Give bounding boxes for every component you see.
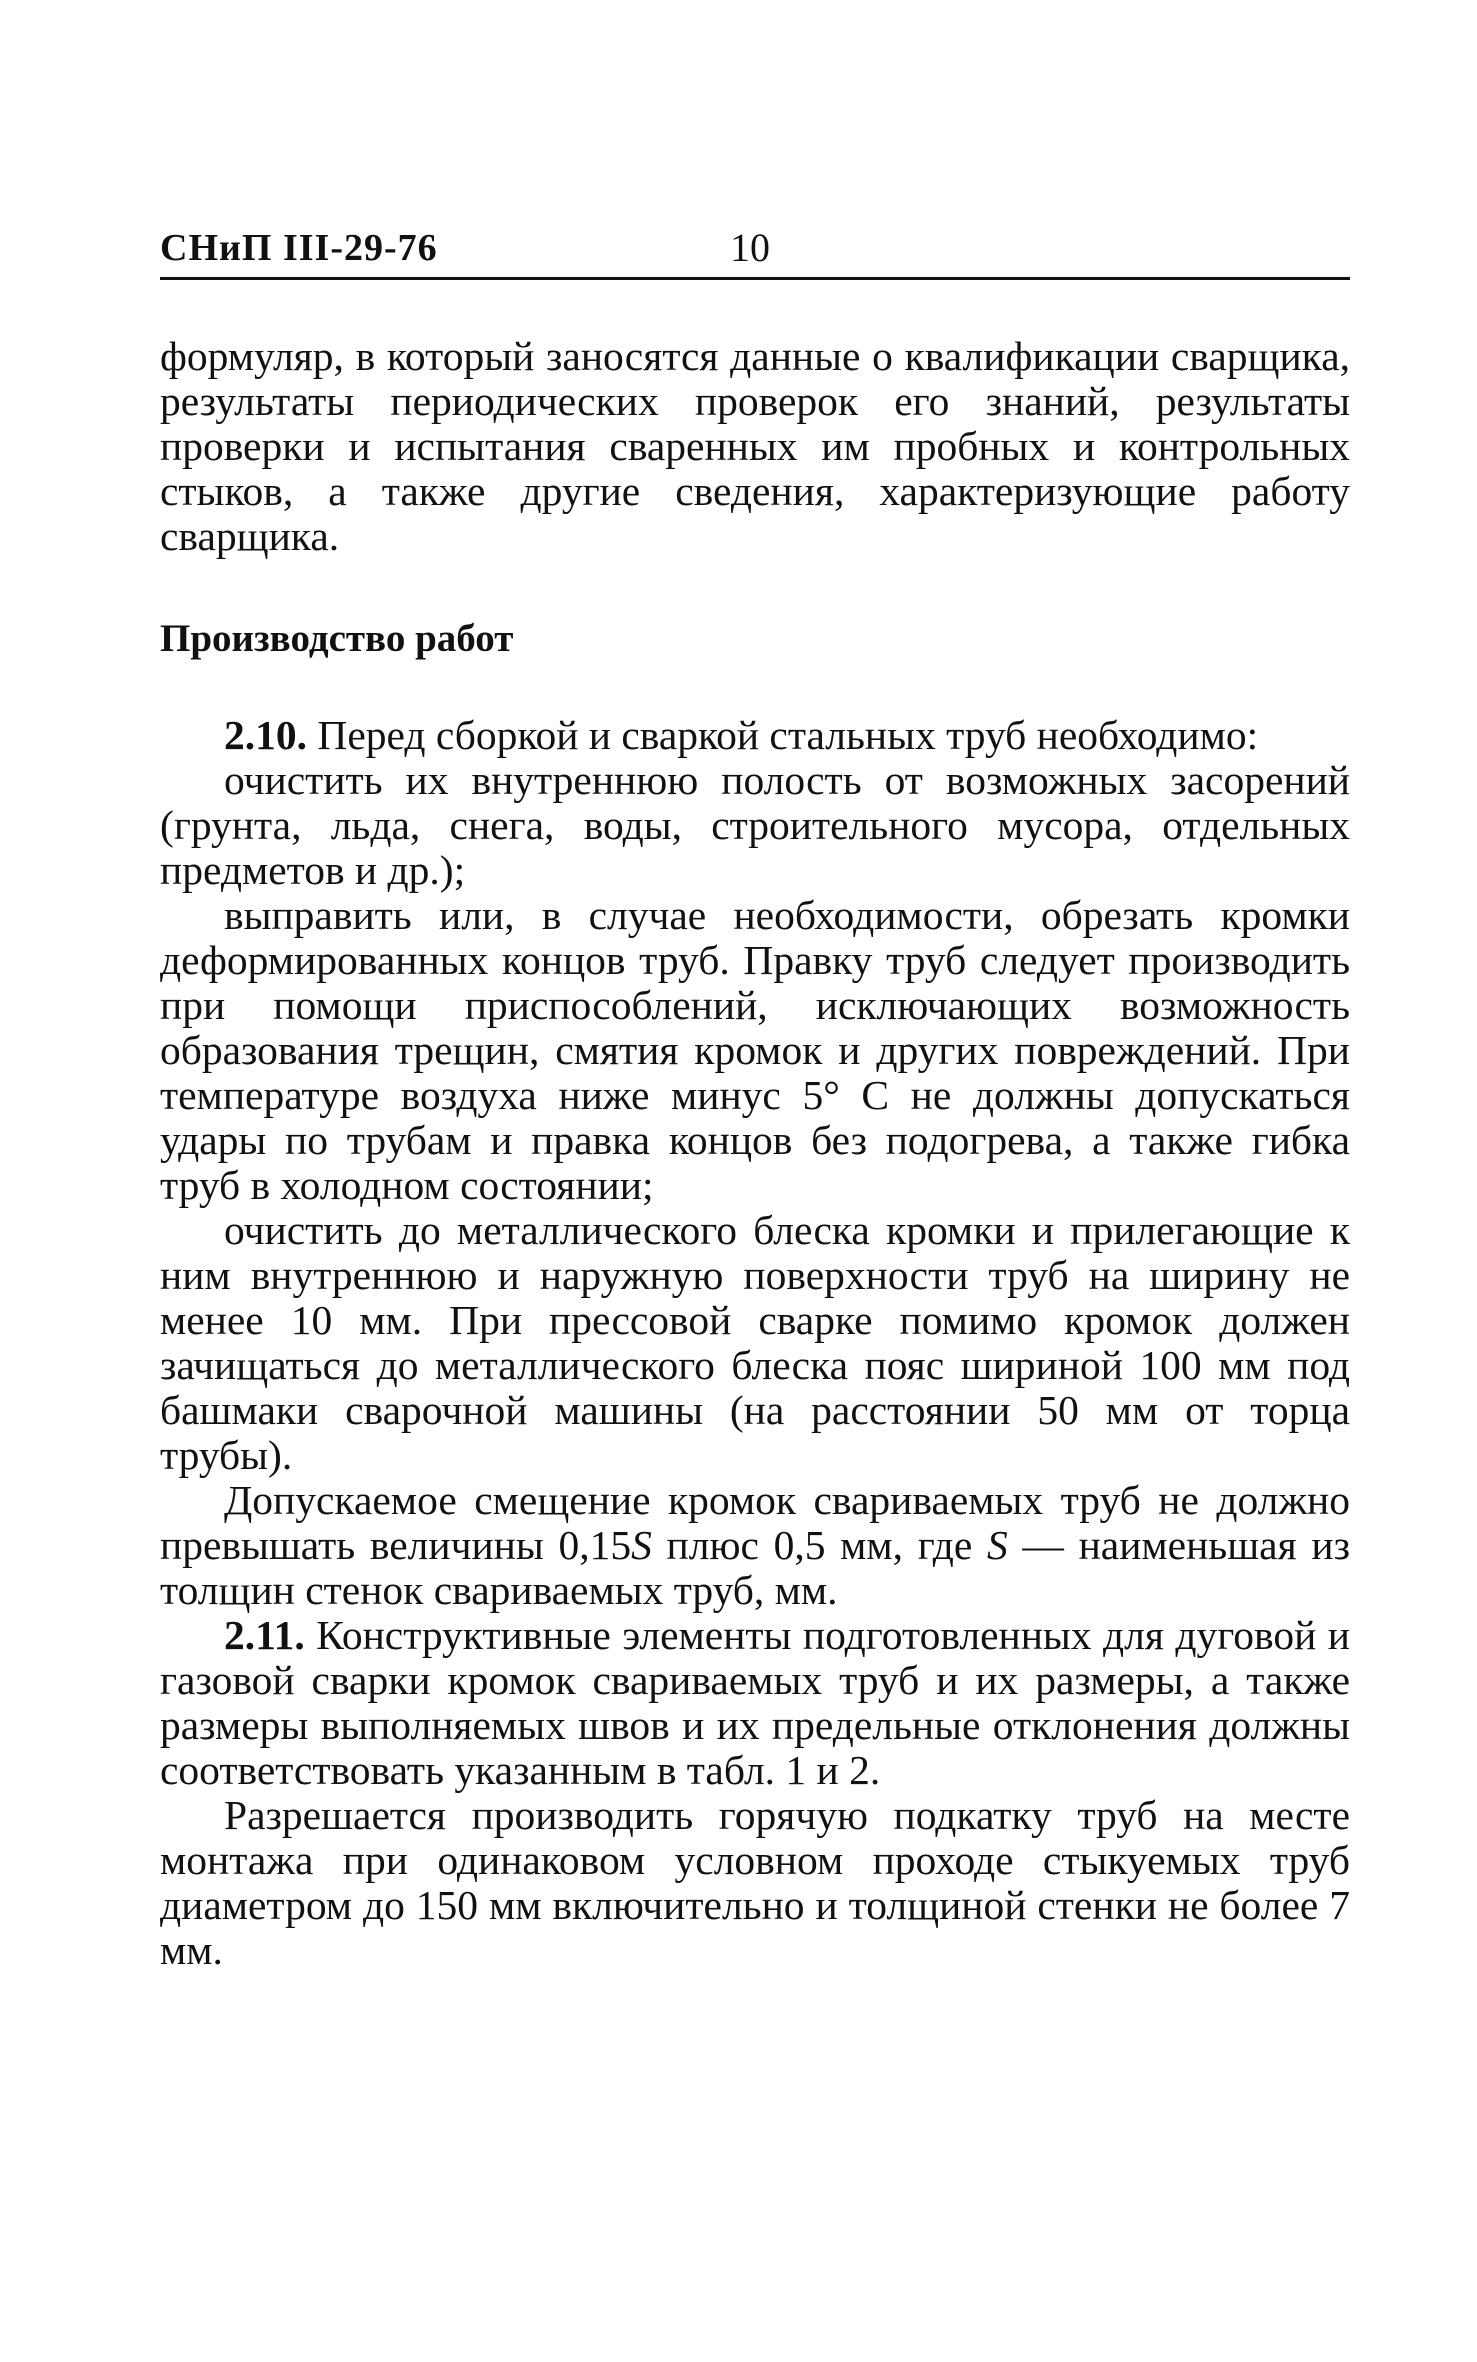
clause-number: 2.11. — [224, 1612, 305, 1658]
paragraph-hot-rolling: Разрешается производить горячую подкатку труб на месте монтажа при одинаковом условном проходе стыкуемых труб диаметром до 150 мм включительно и толщиной стенки не более 7 мм. — [160, 1792, 1350, 1973]
clause-2-10 — [160, 713, 1350, 758]
text-run: плюс 0,5 мм, где — [651, 1522, 987, 1568]
paragraph-straighten-edges: выправить или, в случае необходимости, обрезать кромки деформированных концов труб. Правку труб следует производить при помощи приспособлений, исключающих возможность образования трещин, смятия кромок и других повреждений. При температуре воздуха ниже минус 5° С не должны допускаться удары по трубам и правка концов без подогрева, а также гибка труб в холодном состоянии; — [160, 892, 1350, 1208]
clause-number: 2.10. — [224, 712, 307, 758]
paragraph-continuation: формуляр, в который заносятся данные о квалификации сварщика, результаты периодических проверок его знаний, результаты проверки и испытания сваренных им пробных и контрольных стыков, а также другие сведения, характеризующие работу сварщика. — [160, 333, 1350, 559]
paragraph-clean-cavity: очистить их внутреннюю полость от возможных засорений (грунта, льда, снега, воды, строительного мусора, отдельных предметов и др.); — [160, 757, 1350, 893]
clause-2-11 — [160, 1613, 1350, 1793]
paragraph-clean-to-metal: очистить до металлического блеска кромки и прилегающие к ним внутреннюю и наружную поверхности труб на ширину не менее 10 мм. При прессовой сварке помимо кромок должен зачищаться до металлического блеска пояс шириной 100 мм под башмаки сварочной машины (на расстоянии 50 мм от торца трубы). — [160, 1207, 1350, 1478]
symbol-s: S — [986, 1522, 1008, 1568]
clause-text: Перед сборкой и сваркой стальных труб необходимо: — [307, 712, 1259, 758]
text-run: — наименьшая из толщин стенок свариваемых труб, мм. — [160, 1522, 1350, 1613]
text-run: Допускаемое смещение кромок свариваемых труб не должно превышать величины 0,15 — [160, 1477, 1350, 1568]
page-body — [160, 334, 1350, 1973]
symbol-s: S — [631, 1522, 652, 1568]
page-header — [160, 220, 1350, 280]
header-rule — [160, 277, 1350, 280]
clause-text: Конструктивные элементы подготовленных для дуговой и газовой сварки кромок свариваемых труб и их размеры, а также размеры выполняемых швов и их предельные отклонения должны соответствовать указанным в табл. 1 и 2. — [160, 1612, 1350, 1793]
section-title: Производство работ — [160, 617, 514, 660]
paragraph-edge-offset — [160, 1478, 1350, 1613]
document-code: СНиП III-29-76 — [160, 227, 438, 269]
page-number: 10 — [730, 225, 770, 270]
